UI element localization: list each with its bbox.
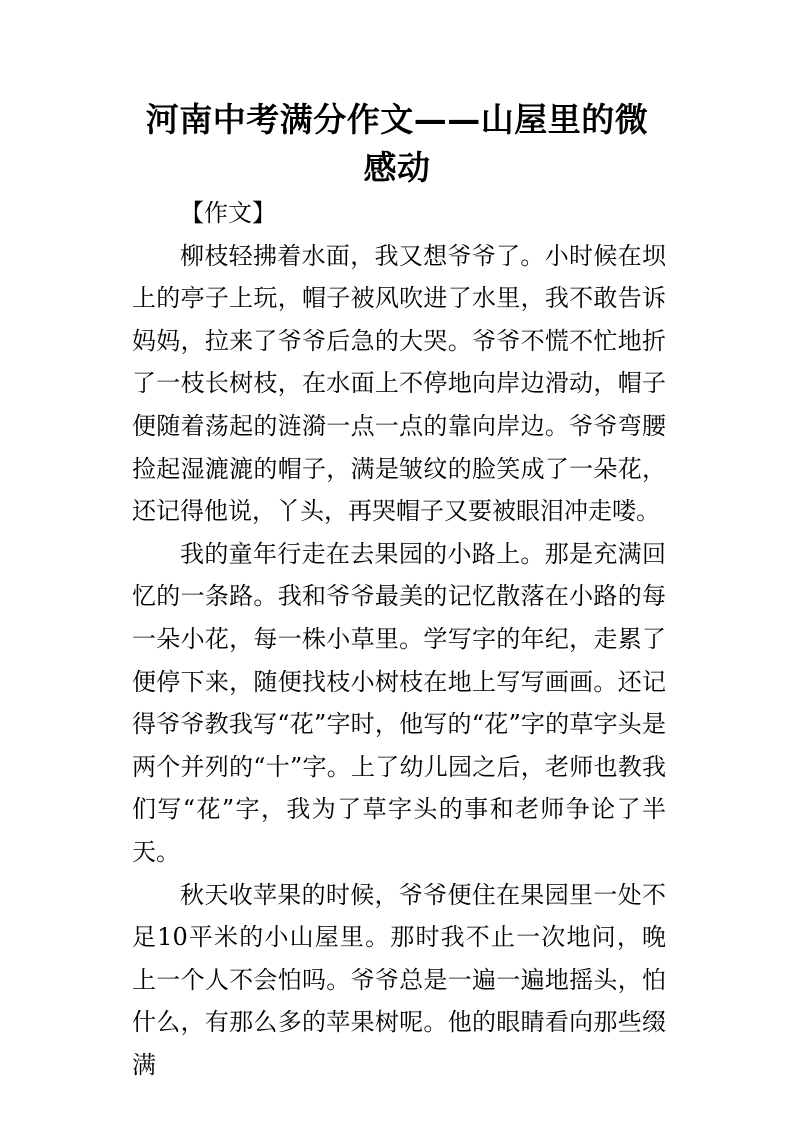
document-body bbox=[132, 192, 666, 1086]
paragraph-2: 我的童年行走在去果园的小路上。那是充满回忆的一条路。我和爷爷最美的记忆散落在小路的每一朵小花，每一株小草里。学写字的年纪，走累了便停下来，随便找枝小树枝在地上写写画画。还记得爷爷教我写“花”字时，他写的“花”字的草字头是两个并列的“十”字。上了幼儿园之后，老师也教我们写“花”字，我为了草字头的事和老师争论了半天。 bbox=[132, 539, 666, 866]
paragraph-3: 秋天收苹果的时候，爷爷便住在果园里一处不足10平米的小山屋里。那时我不止一次地问，晚上一个人不会怕吗。爷爷总是一遍一遍地摇头，怕什么，有那么多的苹果树呢。他的眼睛看向那些缀满 bbox=[132, 880, 666, 1079]
section-label: 【作文】 bbox=[180, 199, 276, 227]
paragraph-1: 柳枝轻拂着水面，我又想爷爷了。小时候在坝上的亭子上玩，帽子被风吹进了水里，我不敢告诉妈妈，拉来了爷爷后急的大哭。爷爷不慌不忙地折了一枝长树枝，在水面上不停地向岸边滑动，帽子便随着荡起的涟漪一点一点的靠向岸边。爷爷弯腰捡起湿漉漉的帽子，满是皱纹的脸笑成了一朵花，还记得他说，丫头，再哭帽子又要被眼泪冲走喽。 bbox=[132, 241, 666, 526]
document-title: 河南中考满分作文——山屋里的微感动 bbox=[145, 100, 649, 187]
